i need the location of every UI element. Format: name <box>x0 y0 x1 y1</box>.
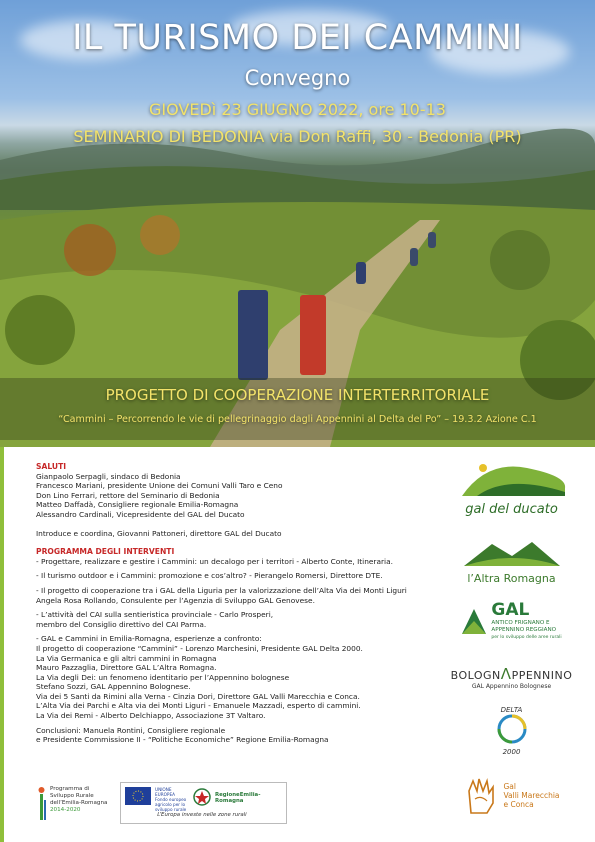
gal-frignano-logo <box>444 600 579 641</box>
program-item: - Progettare, realizzare e gestire i Cammini: un decalogo per i territori - Alberto Conte, Itineraria. <box>36 556 393 566</box>
bologna-appennino-logo <box>444 665 579 690</box>
frignano-hills-icon <box>461 607 487 635</box>
event-subtitle: Convegno <box>244 66 351 90</box>
event-venue: SEMINARIO DI BEDONIA via Don Raffi, 30 - Bedonia (PR) <box>73 127 522 146</box>
conclusions-line: e Presidente Commissione II - “Politiche Economiche” Regione Emilia-Romagna <box>36 735 329 745</box>
psr-mark-icon <box>36 786 48 822</box>
appennino-part: PPENNINO <box>511 669 573 682</box>
program-item: La Via dei Remi - Alberto Delchiappo, Associazione 3T Valtaro. <box>36 711 266 721</box>
moderator-line: Introduce e coordina, Giovanni Pattoneri, direttore GAL del Ducato <box>36 528 282 538</box>
marecchia-line: e Conca <box>503 799 534 809</box>
psr-logo <box>36 784 121 824</box>
frignano-sub: ANTICO FRIGNANO E <box>491 620 550 626</box>
eu-caption: L’Europa investe nelle zone rurali <box>157 812 247 818</box>
program-item: Via dei 5 Santi da Rimini alla Verna - Cinzia Dori, Direttore GAL Valli Marecchia e Conca. <box>36 691 360 701</box>
hiker <box>410 248 418 266</box>
delta-bottom: 2000 <box>502 748 521 756</box>
bologna-sub: GAL Appennino Bolognese <box>471 683 552 690</box>
frignano-gal: GAL <box>491 600 530 620</box>
program-item: Stefano Sozzi, GAL Appennino Bolognese. <box>36 682 191 692</box>
saluti-line: Alessandro Cardinali, Vicepresidente del GAL del Ducato <box>36 509 245 519</box>
program-item: La Via Germanica e gli altri cammini in Romagna <box>36 653 217 663</box>
altra-romagna-name: l’Altra Romagna <box>467 572 556 585</box>
saluti-line: Don Lino Ferrari, rettore del Seminario di Bedonia <box>36 490 220 500</box>
program-item: - Il progetto di cooperazione tra i GAL della Liguria per la valorizzazione dell’Alta Via dei Monti Liguri <box>36 585 407 595</box>
hiker <box>356 262 366 284</box>
program-item: membro del Consiglio direttivo del CAI Parma. <box>36 619 207 629</box>
program-heading: PROGRAMMA DEGLI INTERVENTI <box>36 547 175 557</box>
romagna-hills-icon <box>462 538 562 568</box>
gal-ducato-logo <box>444 458 579 517</box>
hand-icon <box>463 775 499 815</box>
marecchia-line: Gal <box>503 781 516 791</box>
eu-text <box>155 787 189 812</box>
bologna-appennino-name <box>444 665 579 683</box>
program-item: Mauro Pazzaglia, Direttore GAL L’Altra Romagna. <box>36 663 217 673</box>
psr-line: Sviluppo Rurale <box>50 793 94 799</box>
delta-swirl-icon <box>497 714 527 744</box>
program-item: Il progetto di cooperazione “Cammini” - Lorenzo Marchesini, Presidente GAL Delta 2000. <box>36 643 363 653</box>
conclusions-line: Conclusioni: Manuela Rontini, Consigliere regionale <box>36 725 226 735</box>
program-text <box>36 462 421 745</box>
region-name: RegioneEmilia-Romagna <box>215 792 261 804</box>
gal-marecchia-logo <box>444 775 579 815</box>
project-title: PROGETTO DI COOPERAZIONE INTERTERRITORIALE <box>105 386 490 404</box>
delta-2000-logo <box>444 706 579 756</box>
eu-line: UNIONE EUROPEA <box>155 787 175 797</box>
program-item: - Il turismo outdoor e i Cammini: promozione e cos’altro? - Pierangelo Romersi, Direttore DTE. <box>36 571 383 581</box>
saluti-line: Francesco Mariani, presidente Unione dei Comuni Valli Taro e Ceno <box>36 481 283 491</box>
eu-line: Fondo europeo agricolo per lo sviluppo rurale <box>155 797 187 812</box>
saluti-line: Matteo Daffadà, Consigliere regionale Emilia-Romagna <box>36 500 239 510</box>
event-date: GIOVEDì 23 GIUGNO 2022, ore 10-13 <box>149 100 446 119</box>
program-item: L’Alta Via dei Parchi e Alta via dei Monti Liguri - Emanuele Mazzadi, esperto di cammini. <box>36 701 361 711</box>
altra-romagna-logo <box>444 538 579 585</box>
program-item: La Via degli Dei: un fenomeno identitario per l’Appennino bolognese <box>36 672 290 682</box>
hiker <box>300 295 326 375</box>
marecchia-line: Valli Marecchia <box>503 790 560 800</box>
saluti-line: Gianpaolo Serpagli, sindaco di Bedonia <box>36 471 181 481</box>
project-subtitle: “Cammini – Percorrendo le vie di pellegrinaggio dagli Appennini al Delta del Po” – 19.3.2 Azione C.1 <box>58 414 537 425</box>
frignano-sub: APPENNINO REGGIANO <box>491 627 557 633</box>
eu-flag-icon <box>125 787 151 805</box>
ducato-name: gal del ducato <box>465 502 558 517</box>
hiker <box>428 232 436 248</box>
psr-line: Programma di <box>50 786 90 792</box>
italy-emblem-icon <box>193 787 211 807</box>
psr-line: 2014-2020 <box>50 807 81 813</box>
program-item: - GAL e Cammini in Emilia-Romagna, esperienze a confronto: <box>36 634 262 644</box>
psr-line: dell’Emilia-Romagna <box>50 800 108 806</box>
program-item: - L’attività del CAI sulla sentieristica provinciale - Carlo Prosperi, <box>36 610 274 620</box>
delta-top: DELTA <box>500 706 523 714</box>
event-title: IL TURISMO DEI CAMMINI <box>72 18 523 58</box>
accent-bar <box>0 447 4 842</box>
peak-a-icon: Λ <box>500 665 512 683</box>
psr-text <box>50 786 107 814</box>
program-item: Angela Rosa Rollando, Consulente per l’Agenzia di Sviluppo GAL Genovese. <box>36 595 315 605</box>
bologna-part: BOLOGN <box>450 669 501 682</box>
ducato-hills-icon <box>457 458 567 498</box>
hiker <box>238 290 268 380</box>
saluti-heading: SALUTI <box>36 462 67 471</box>
frignano-tagline: per lo sviluppo delle aree rurali <box>491 635 562 640</box>
